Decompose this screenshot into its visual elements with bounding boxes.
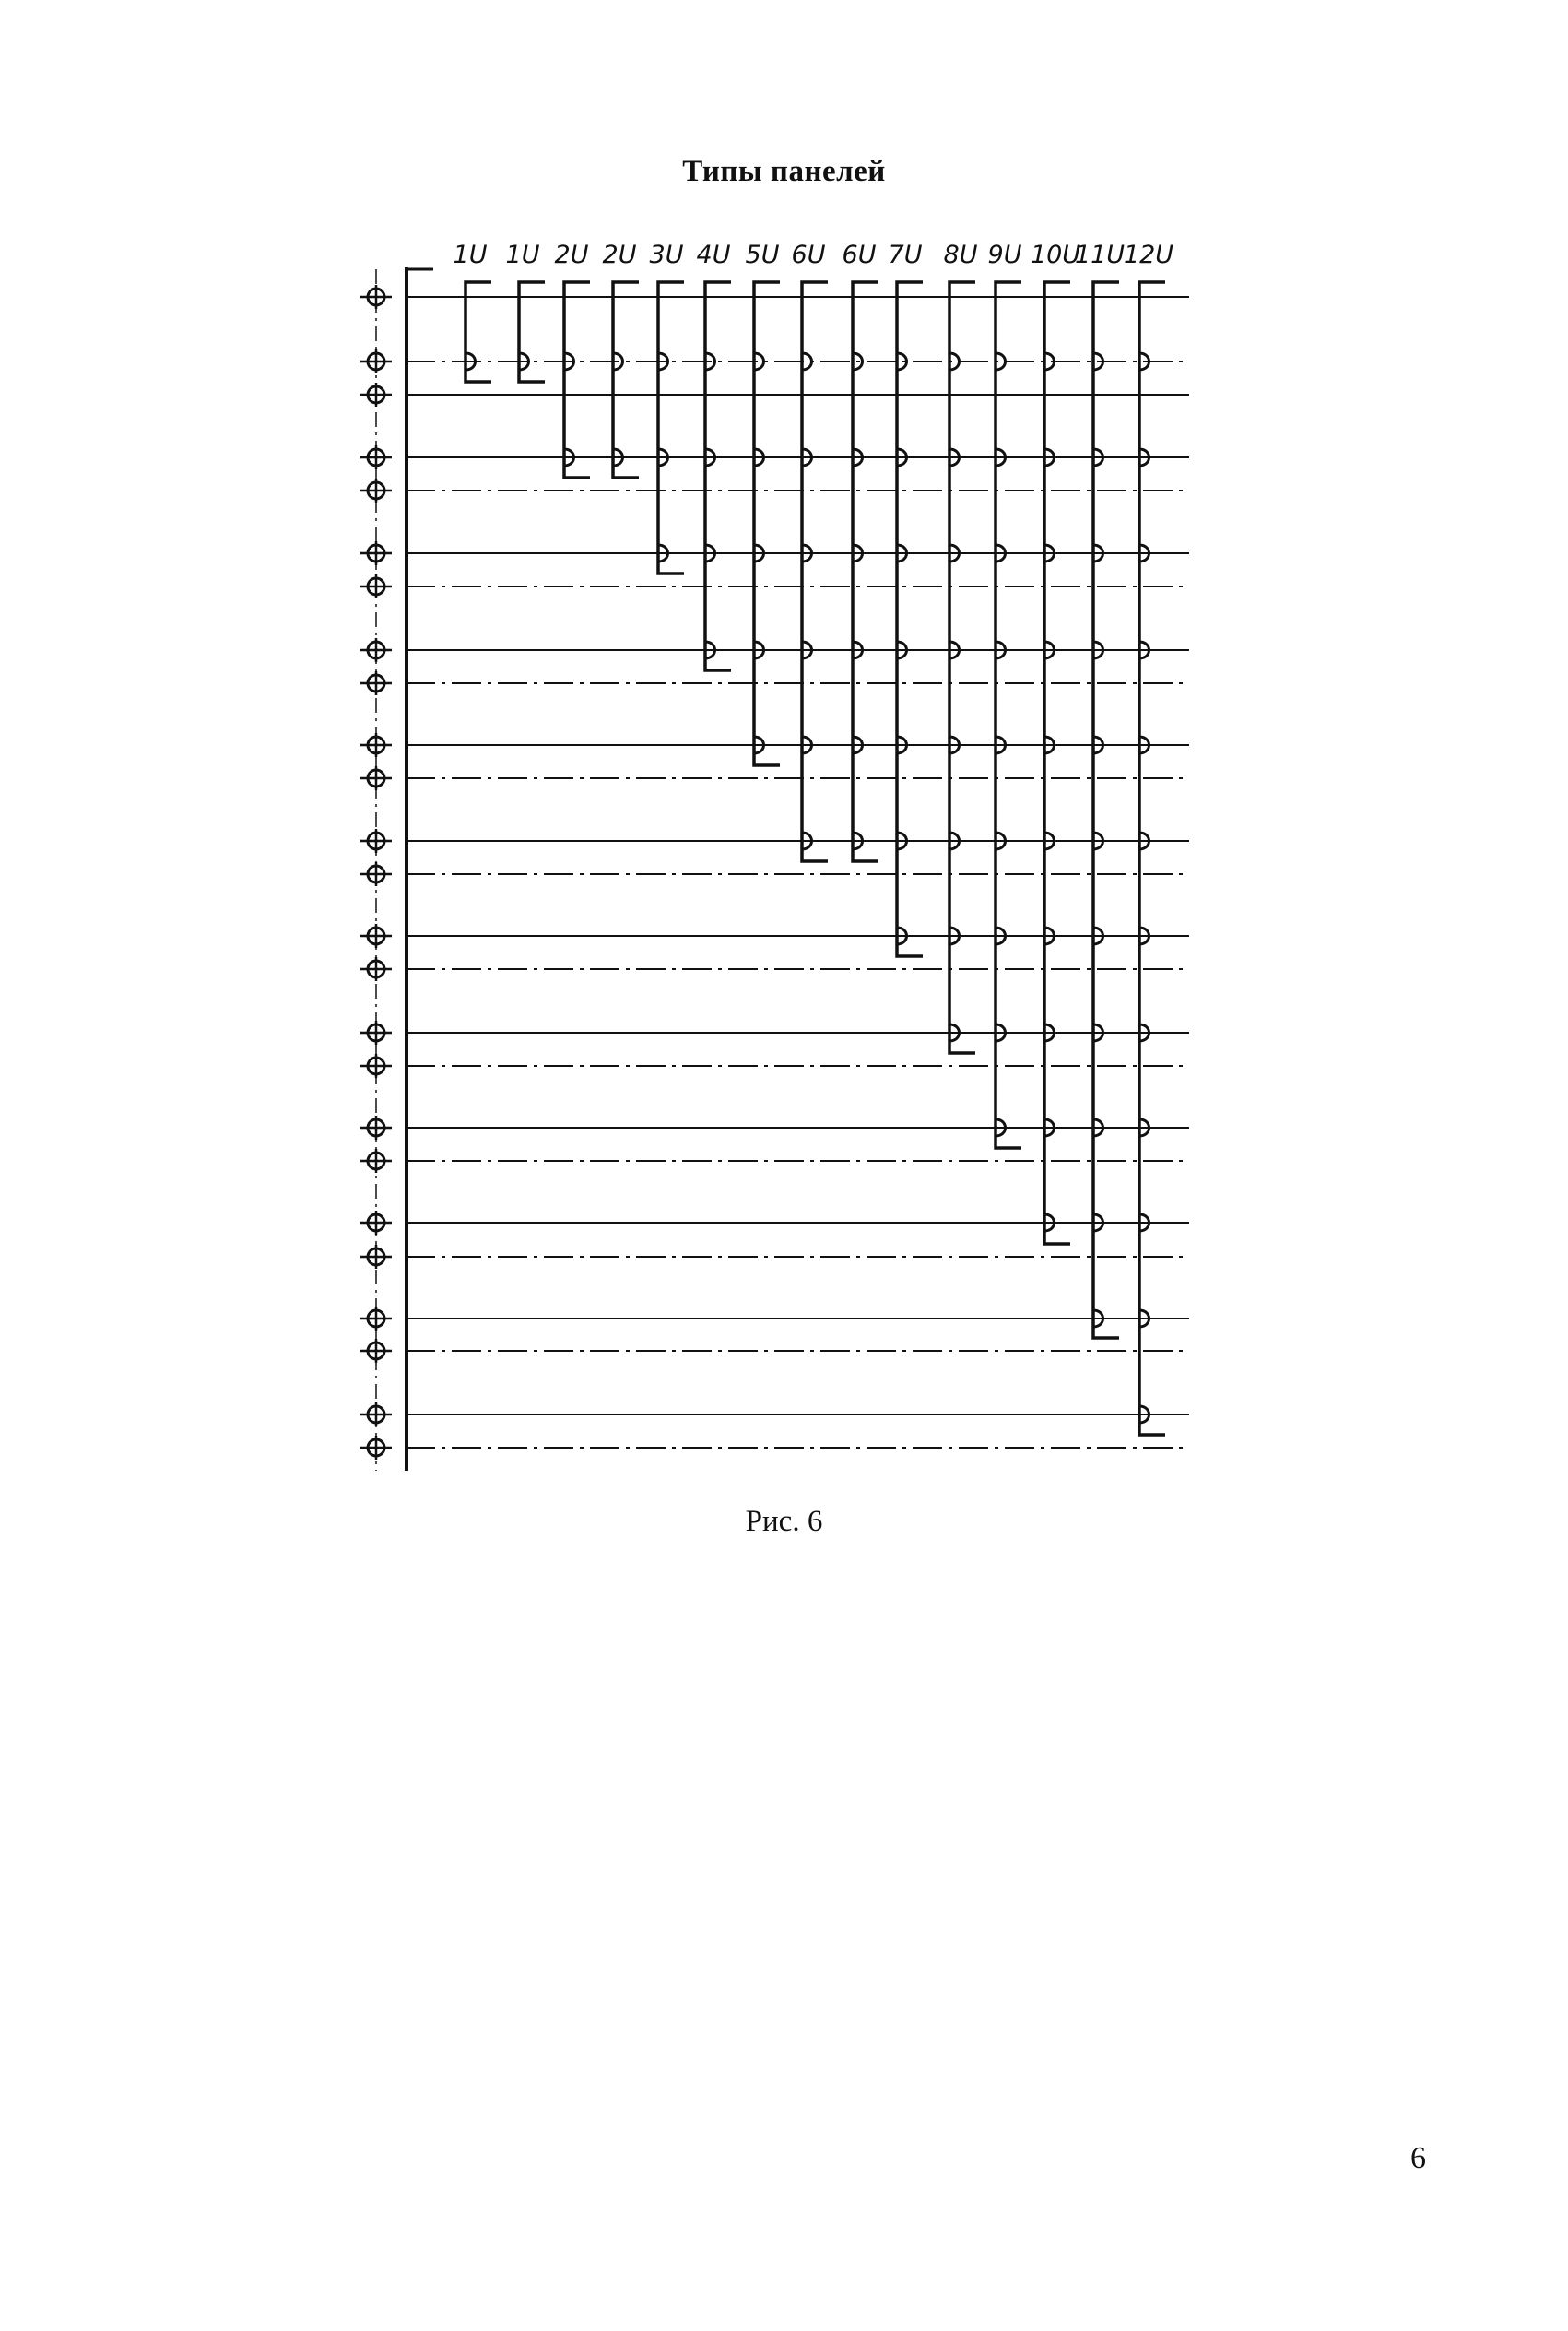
column-label: 4U	[696, 241, 731, 269]
column-label: 3U	[649, 241, 684, 269]
column-label: 6U	[791, 241, 826, 269]
column-label: 5U	[745, 241, 780, 269]
column-label: 2U	[602, 241, 637, 269]
column-label: 8U	[943, 241, 978, 269]
row-lines	[406, 297, 1189, 1448]
column-label: 2U	[554, 241, 589, 269]
panel-bracket	[897, 282, 923, 956]
column-label: 12U	[1123, 241, 1174, 269]
figure-title: Типы панелей	[682, 155, 886, 188]
column-label: 11U	[1074, 241, 1126, 269]
panel-bracket	[949, 282, 975, 1053]
panel-bracket	[705, 282, 731, 670]
column-label: 1U	[505, 241, 540, 269]
figure-caption: Рис. 6	[745, 1505, 823, 1538]
page-number: 6	[1410, 2141, 1426, 2175]
panel-bracket	[658, 282, 684, 574]
column-label: 10U	[1030, 241, 1081, 269]
column-label: 1U	[453, 241, 488, 269]
mounting-rail	[376, 267, 433, 1471]
column-label: 9U	[987, 241, 1022, 269]
panel-bracket	[1139, 282, 1165, 1435]
panel-bracket	[1044, 282, 1070, 1244]
panel-bracket	[1093, 282, 1119, 1338]
column-label: 6U	[842, 241, 877, 269]
panel-bracket	[996, 282, 1021, 1148]
panel-brackets	[466, 282, 1165, 1435]
column-label: 7U	[888, 241, 923, 269]
column-labels	[454, 241, 1174, 269]
